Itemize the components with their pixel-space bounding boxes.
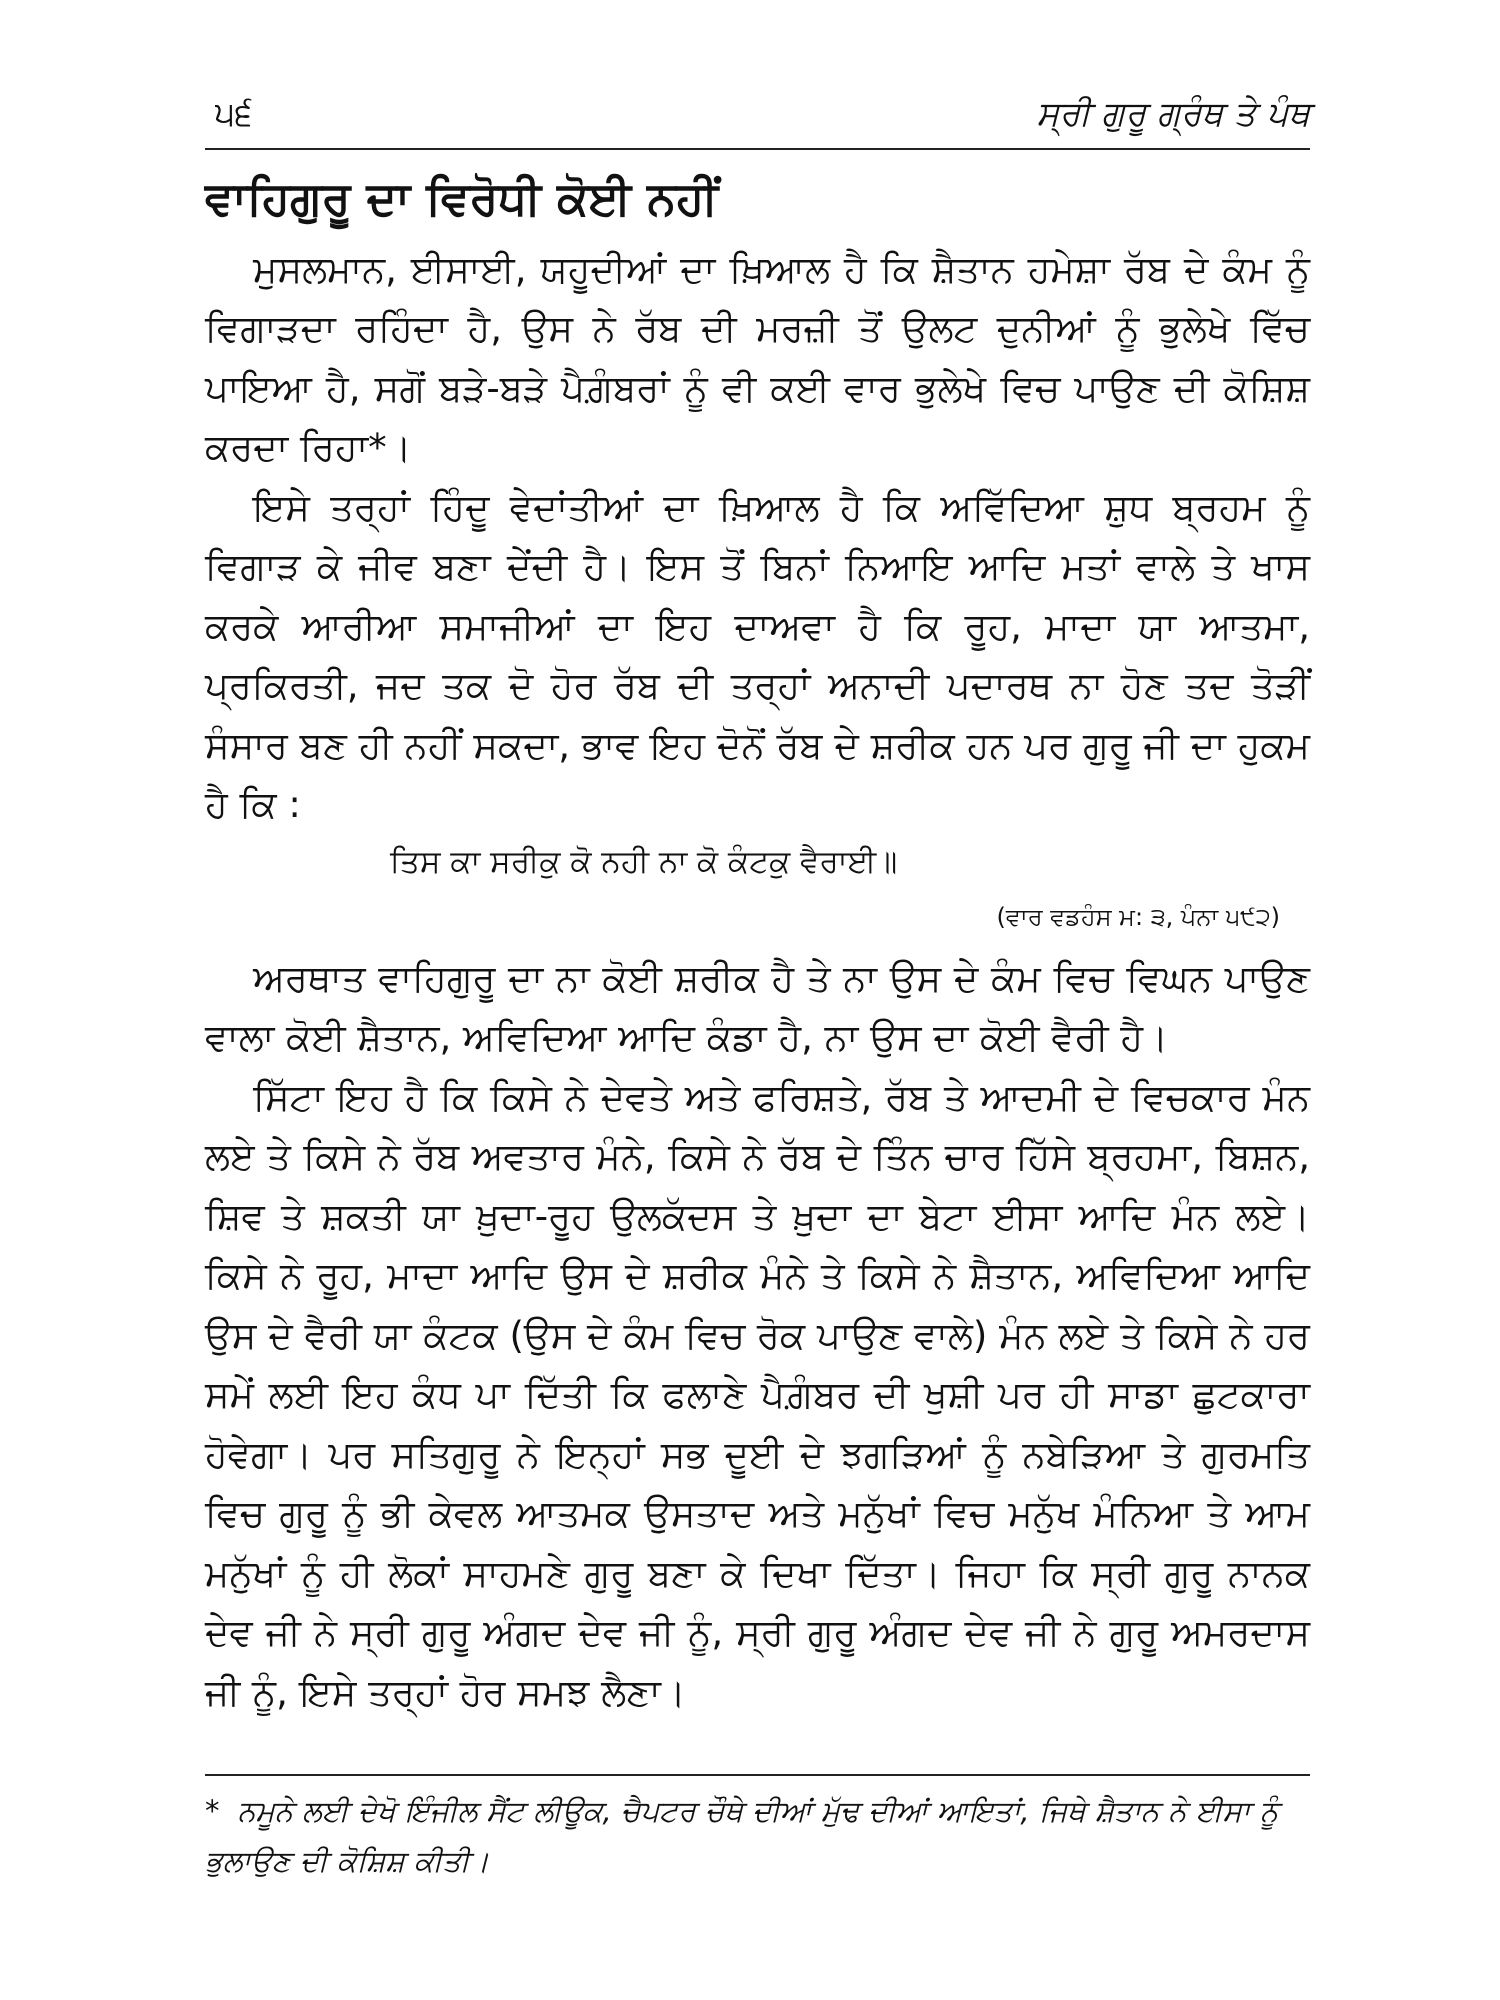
body-paragraph: ਇਸੇ ਤਰ੍ਹਾਂ ਹਿੰਦੂ ਵੇਦਾਂਤੀਆਂ ਦਾ ਖ਼ਿਆਲ ਹੈ ਕਿ ਅਵਿੱਦਿਆ ਸ਼ੁਧ ਬ੍ਰਹਮ ਨੂੰ ਵਿਗਾੜ ਕੇ ਜੀਵ ਬਣਾ ਦੇਂਦੀ ਹੈ। ਇਸ ਤੋਂ ਬਿਨਾਂ ਨਿਆਇ ਆਦਿ ਮਤਾਂ ਵਾਲੇ ਤੇ ਖਾਸ ਕਰਕੇ ਆਰੀਆ ਸਮਾਜੀਆਂ ਦਾ ਇਹ ਦਾਅਵਾ ਹੈ ਕਿ ਰੂਹ, ਮਾਦਾ ਯਾ ਆਤਮਾ, ਪ੍ਰਕਿਰਤੀ, ਜਦ ਤਕ ਦੋ ਹੋਰ ਰੱਬ ਦੀ ਤਰ੍ਹਾਂ ਅਨਾਦੀ ਪਦਾਰਥ ਨਾ ਹੋਣ ਤਦ ਤੋੜੀਂ ਸੰਸਾਰ ਬਣ ਹੀ ਨਹੀਂ ਸਕਦਾ, ਭਾਵ ਇਹ ਦੋਨੋਂ ਰੱਬ ਦੇ ਸ਼ਰੀਕ ਹਨ ਪਰ ਗੁਰੂ ਜੀ ਦਾ ਹੁਕਮ ਹੈ ਕਿ : bbox=[205, 485, 1310, 826]
running-title: ਸ੍ਰੀ ਗੁਰੂ ਗ੍ਰੰਥ ਤੇ ਪੰਥ bbox=[1036, 94, 1310, 134]
body-paragraph: ਮੁਸਲਮਾਨ, ਈਸਾਈ, ਯਹੂਦੀਆਂ ਦਾ ਖ਼ਿਆਲ ਹੈ ਕਿ ਸ਼ੈਤਾਨ ਹਮੇਸ਼ਾ ਰੱਬ ਦੇ ਕੰਮ ਨੂੰ ਵਿਗਾੜਦਾ ਰਹਿੰਦਾ ਹੈ, ਉਸ ਨੇ ਰੱਬ ਦੀ ਮਰਜ਼ੀ ਤੋਂ ਉਲਟ ਦੁਨੀਆਂ ਨੂੰ ਭੁਲੇਖੇ ਵਿੱਚ ਪਾਇਆ ਹੈ, ਸਗੋਂ ਬੜੇ-ਬੜੇ ਪੈਗ਼ੰਬਰਾਂ ਨੂੰ ਵੀ ਕਈ ਵਾਰ ਭੁਲੇਖੇ ਵਿਚ ਪਾਉਣ ਦੀ ਕੋਸ਼ਿਸ਼ ਕਰਦਾ ਰਿਹਾ*। bbox=[205, 247, 1310, 469]
footnote-text: ਨਮੂਨੇ ਲਈ ਦੇਖੋ ਇੰਜੀਲ ਸੈਂਟ ਲੀਊਕ, ਚੈਪਟਰ ਚੌਥੇ ਦੀਆਂ ਮੁੱਢ ਦੀਆਂ ਆਇਤਾਂ, ਜਿਥੇ ਸ਼ੈਤਾਨ ਨੇ ਈਸਾ ਨੂੰ ਭੁਲਾਉਣ ਦੀ ਕੋਸ਼ਿਸ਼ ਕੀਤੀ। bbox=[205, 1794, 1279, 1878]
body-paragraph: ਅਰਥਾਤ ਵਾਹਿਗੁਰੂ ਦਾ ਨਾ ਕੋਈ ਸ਼ਰੀਕ ਹੈ ਤੇ ਨਾ ਉਸ ਦੇ ਕੰਮ ਵਿਚ ਵਿਘਨ ਪਾਉਣ ਵਾਲਾ ਕੋਈ ਸ਼ੈਤਾਨ, ਅਵਿਦਿਆ ਆਦਿ ਕੰਡਾ ਹੈ, ਨਾ ਉਸ ਦਾ ਕੋਈ ਵੈਰੀ ਹੈ। bbox=[205, 956, 1310, 1059]
page-number: ੫੬ bbox=[215, 94, 253, 134]
section-heading: ਵਾਹਿਗੁਰੂ ਦਾ ਵਿਰੋਧੀ ਕੋਈ ਨਹੀਂ bbox=[205, 171, 719, 225]
footnote-marker: * bbox=[205, 1794, 220, 1828]
footnote bbox=[205, 1786, 1310, 1886]
quote-citation: (ਵਾਰ ਵਡਹੰਸ ਮ: ੩, ਪੰਨਾ ੫੯੨) bbox=[996, 902, 1280, 931]
header-divider bbox=[205, 148, 1310, 150]
body-paragraph: ਸਿੱਟਾ ਇਹ ਹੈ ਕਿ ਕਿਸੇ ਨੇ ਦੇਵਤੇ ਅਤੇ ਫਰਿਸ਼ਤੇ, ਰੱਬ ਤੇ ਆਦਮੀ ਦੇ ਵਿਚਕਾਰ ਮੰਨ ਲਏ ਤੇ ਕਿਸੇ ਨੇ ਰੱਬ ਅਵਤਾਰ ਮੰਨੇ, ਕਿਸੇ ਨੇ ਰੱਬ ਦੇ ਤਿੰਨ ਚਾਰ ਹਿੱਸੇ ਬ੍ਰਹਮਾ, ਬਿਸ਼ਨ, ਸ਼ਿਵ ਤੇ ਸ਼ਕਤੀ ਯਾ ਖ਼ੁਦਾ-ਰੂਹ ਉਲਕੱਦਸ ਤੇ ਖ਼ੁਦਾ ਦਾ ਬੇਟਾ ਈਸਾ ਆਦਿ ਮੰਨ ਲਏ। ਕਿਸੇ ਨੇ ਰੂਹ, ਮਾਦਾ ਆਦਿ ਉਸ ਦੇ ਸ਼ਰੀਕ ਮੰਨੇ ਤੇ ਕਿਸੇ ਨੇ ਸ਼ੈਤਾਨ, ਅਵਿਦਿਆ ਆਦਿ ਉਸ ਦੇ ਵੈਰੀ ਯਾ ਕੰਟਕ (ਉਸ ਦੇ ਕੰਮ ਵਿਚ ਰੋਕ ਪਾਉਣ ਵਾਲੇ) ਮੰਨ ਲਏ ਤੇ ਕਿਸੇ ਨੇ ਹਰ ਸਮੇਂ ਲਈ ਇਹ ਕੰਧ ਪਾ ਦਿੱਤੀ ਕਿ ਫਲਾਣੇ ਪੈਗ਼ੰਬਰ ਦੀ ਖੁਸ਼ੀ ਪਰ ਹੀ ਸਾਡਾ ਛੁਟਕਾਰਾ ਹੋਵੇਗਾ। ਪਰ ਸਤਿਗੁਰੂ ਨੇ ਇਨ੍ਹਾਂ ਸਭ ਦੂਈ ਦੇ ਝਗੜਿਆਂ ਨੂੰ ਨਬੇੜਿਆ ਤੇ ਗੁਰਮਤਿ ਵਿਚ ਗੁਰੂ ਨੂੰ ਭੀ ਕੇਵਲ ਆਤਮਕ ਉਸਤਾਦ ਅਤੇ ਮਨੁੱਖਾਂ ਵਿਚ ਮਨੁੱਖ ਮੰਨਿਆ ਤੇ ਆਮ ਮਨੁੱਖਾਂ ਨੂੰ ਹੀ ਲੋਕਾਂ ਸਾਹਮਣੇ ਗੁਰੂ ਬਣਾ ਕੇ ਦਿਖਾ ਦਿੱਤਾ। ਜਿਹਾ ਕਿ ਸ੍ਰੀ ਗੁਰੂ ਨਾਨਕ ਦੇਵ ਜੀ ਨੇ ਸ੍ਰੀ ਗੁਰੂ ਅੰਗਦ ਦੇਵ ਜੀ ਨੂੰ, ਸ੍ਰੀ ਗੁਰੂ ਅੰਗਦ ਦੇਵ ਜੀ ਨੇ ਗੁਰੂ ਅਮਰਦਾਸ ਜੀ ਨੂੰ, ਇਸੇ ਤਰ੍ਹਾਂ ਹੋਰ ਸਮਝ ਲੈਣਾ। bbox=[205, 1075, 1310, 1714]
scripture-quote: ਤਿਸ ਕਾ ਸਰੀਕੁ ਕੋ ਨਹੀ ਨਾ ਕੋ ਕੰਟਕੁ ਵੈਰਾਈ॥ bbox=[390, 843, 898, 880]
footnote-divider bbox=[205, 1774, 1310, 1776]
book-page bbox=[205, 90, 1310, 1886]
page-header bbox=[205, 90, 1310, 150]
